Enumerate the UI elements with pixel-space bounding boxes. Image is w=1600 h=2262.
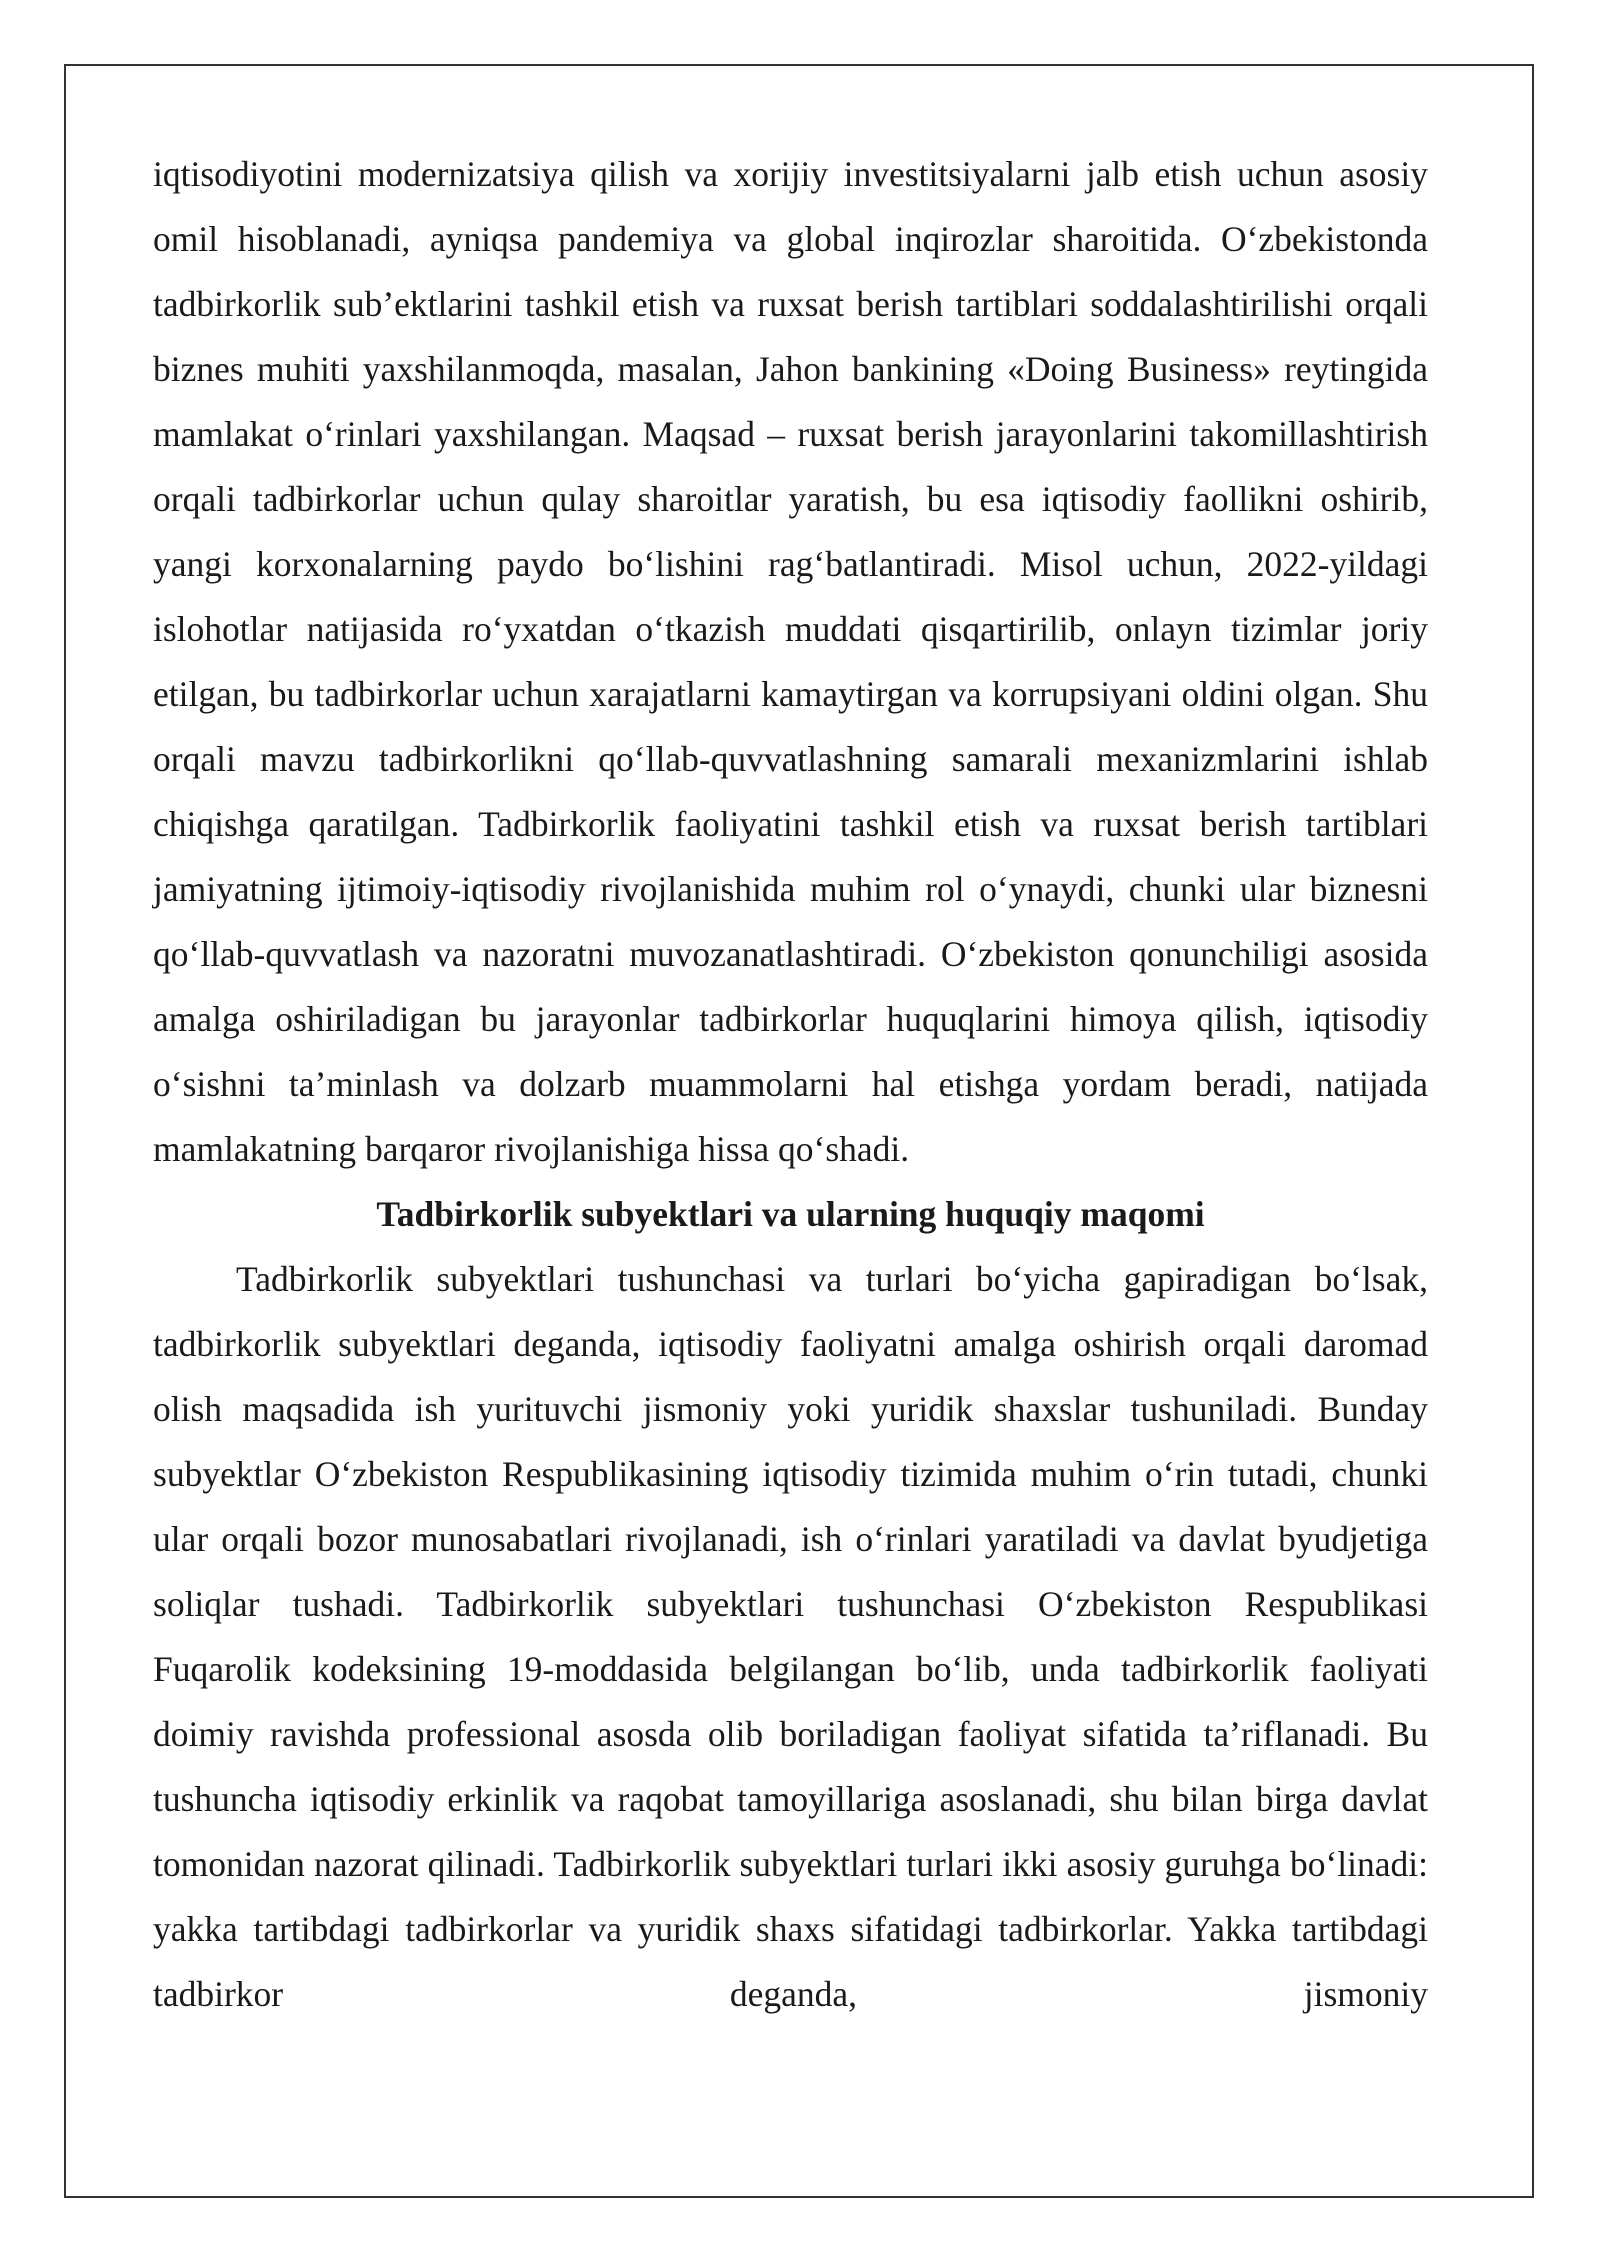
section-heading: Tadbirkorlik subyektlari va ularning huquqiy maqomi bbox=[376, 1194, 1205, 1234]
body-paragraph: iqtisodiyotini modernizatsiya qilish va xorijiy investitsiyalarni jalb etish uchun asosiy omil hisoblanadi, ayniqsa pandemiya va global inqirozlar sharoitida. O‘zbekistonda tadbirkorlik sub’ektlarini tashkil etish va ruxsat berish tartiblari soddalashtirilishi orqali biznes muhiti yaxshilanmoqda, masalan, Jahon bankining «Doing Business» reytingida mamlakat o‘rinlari yaxshilangan. Maqsad – ruxsat berish jarayonlarini takomillashtirish orqali tadbirkorlar uchun qulay sharoitlar yaratish, bu esa iqtisodiy faollikni oshirib, yangi korxonalarning paydo bo‘lishini rag‘batlantiradi. Misol uchun, 2022-yildagi islohotlar natijasida ro‘yxatdan o‘tkazish muddati qisqartirilib, onlayn tizimlar joriy etilgan, bu tadbirkorlar uchun xarajatlarni kamaytirgan va korrupsiyani oldini olgan. Shu orqali mavzu tadbirkorlikni qo‘llab-quvvatlashning samarali mexanizmlarini ishlab chiqishga qaratilgan. Tadbirkorlik faoliyatini tashkil etish va ruxsat berish tartiblari jamiyatning ijtimoiy-iqtisodiy rivojlanishida muhim rol o‘ynaydi, chunki ular biznesni qo‘llab-quvvatlash va nazoratni muvozanatlashtiradi. O‘zbekiston qonunchiligi asosida amalga oshiriladigan bu jarayonlar tadbirkorlar huquqlarini himoya qilish, iqtisodiy o‘sishni ta’minlash va dolzarb muammolarni hal etishga yordam beradi, natijada mamlakatning barqaror rivojlanishiga hissa qo‘shadi. bbox=[153, 154, 1428, 1169]
document-body bbox=[153, 142, 1428, 2027]
body-paragraph: Tadbirkorlik subyektlari tushunchasi va turlari bo‘yicha gapiradigan bo‘lsak, tadbirkorlik subyektlari deganda, iqtisodiy faoliyatni amalga oshirish orqali daromad olish maqsadida ish yurituvchi jismoniy yoki yuridik shaxslar tushuniladi. Bunday subyektlar O‘zbekiston Respublikasining iqtisodiy tizimida muhim o‘rin tutadi, chunki ular orqali bozor munosabatlari rivojlanadi, ish o‘rinlari yaratiladi va davlat byudjetiga soliqlar tushadi. Tadbirkorlik subyektlari tushunchasi O‘zbekiston Respublikasi Fuqarolik kodeksining 19-moddasida belgilangan bo‘lib, unda tadbirkorlik faoliyati doimiy ravishda professional asosda olib boriladigan faoliyat sifatida ta’riflanadi. Bu tushuncha iqtisodiy erkinlik va raqobat tamoyillariga asoslanadi, shu bilan birga davlat tomonidan nazorat qilinadi. Tadbirkorlik subyektlari turlari ikki asosiy guruhga bo‘linadi: yakka tartibdagi tadbirkorlar va yuridik shaxs sifatidagi tadbirkorlar. Yakka tartibdagi tadbirkor deganda, jismoniy bbox=[153, 1259, 1428, 2014]
